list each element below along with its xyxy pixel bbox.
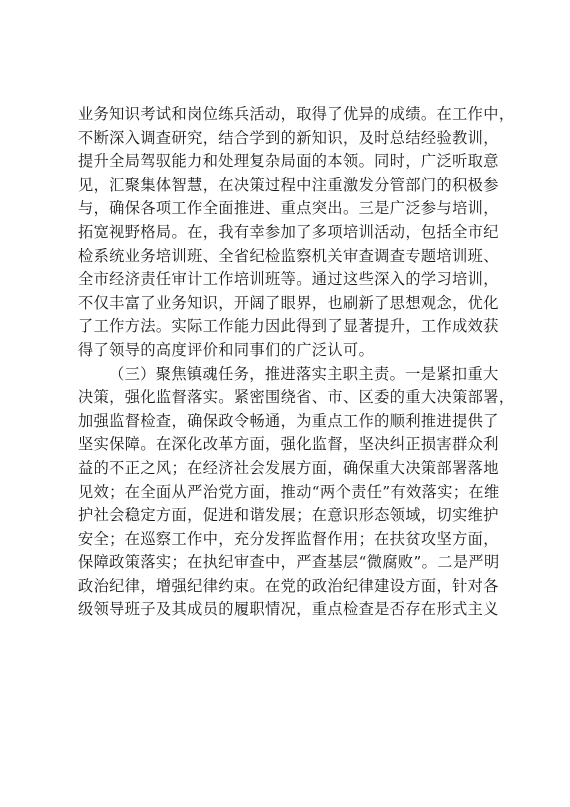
text-line: 检系统业务培训班、全省纪检监察机关审查调查专题培训班、 [78,246,499,265]
text-line: 全市经济责任审计工作培训班等。通过这些深入的学习培训， [78,270,499,289]
text-line: 级领导班子及其成员的履职情况，重点检查是否存在形式主义 [78,600,499,619]
text-line: 安全；在巡察工作中，充分发挥监督作用；在扶贫攻坚方面， [78,529,499,548]
text-line: 了工作方法。实际工作能力因此得到了显著提升，工作成效获 [78,317,499,336]
text-line: 决策，强化监督落实。紧密围绕省、市、区委的重大决策部署， [78,388,515,407]
text-line: 得了领导的高度评价和同事们的广泛认可。 [78,340,375,359]
text-line: 不仅丰富了业务知识，开阔了眼界，也刷新了思想观念，优化 [78,293,499,312]
text-line: 见，汇聚集体智慧，在决策过程中注重激发分管部门的积极参 [78,175,499,194]
text-line: 保障政策落实；在执纪审查中，严查基层“微腐败”。二是严明 [78,553,500,572]
body-text [78,103,515,622]
text-line: 不断深入调查研究，结合学到的新知识，及时总结经验教训， [78,128,499,147]
text-line: 提升全局驾驭能力和处理复杂局面的本领。同时，广泛听取意 [78,152,499,171]
text-line: 益的不正之风；在经济社会发展方面，确保重大决策部署落地 [78,458,499,477]
section-heading-line: （三）聚焦镇魂任务，推进落实主职主责。一是紧扣重大 [109,364,499,383]
text-line: 业务知识考试和岗位练兵活动，取得了优异的成绩。在工作中， [78,105,515,123]
text-line: 见效；在全面从严治党方面，推动“两个责任”有效落实；在维 [78,482,500,501]
text-line: 拓宽视野格局。在，我有幸参加了多项培训活动，包括全市纪 [78,222,499,241]
text-line: 政治纪律，增强纪律约束。在党的政治纪律建设方面，针对各 [78,576,499,595]
text-line: 坚实保障。在深化改革方面，强化监督，坚决纠正损害群众利 [78,435,499,454]
text-line: 加强监督检查，确保政令畅通，为重点工作的顺利推进提供了 [78,411,499,430]
text-line: 与，确保各项工作全面推进、重点突出。三是广泛参与培训， [78,199,499,218]
text-line: 护社会稳定方面，促进和谐发展；在意识形态领域，切实维护 [78,506,499,525]
